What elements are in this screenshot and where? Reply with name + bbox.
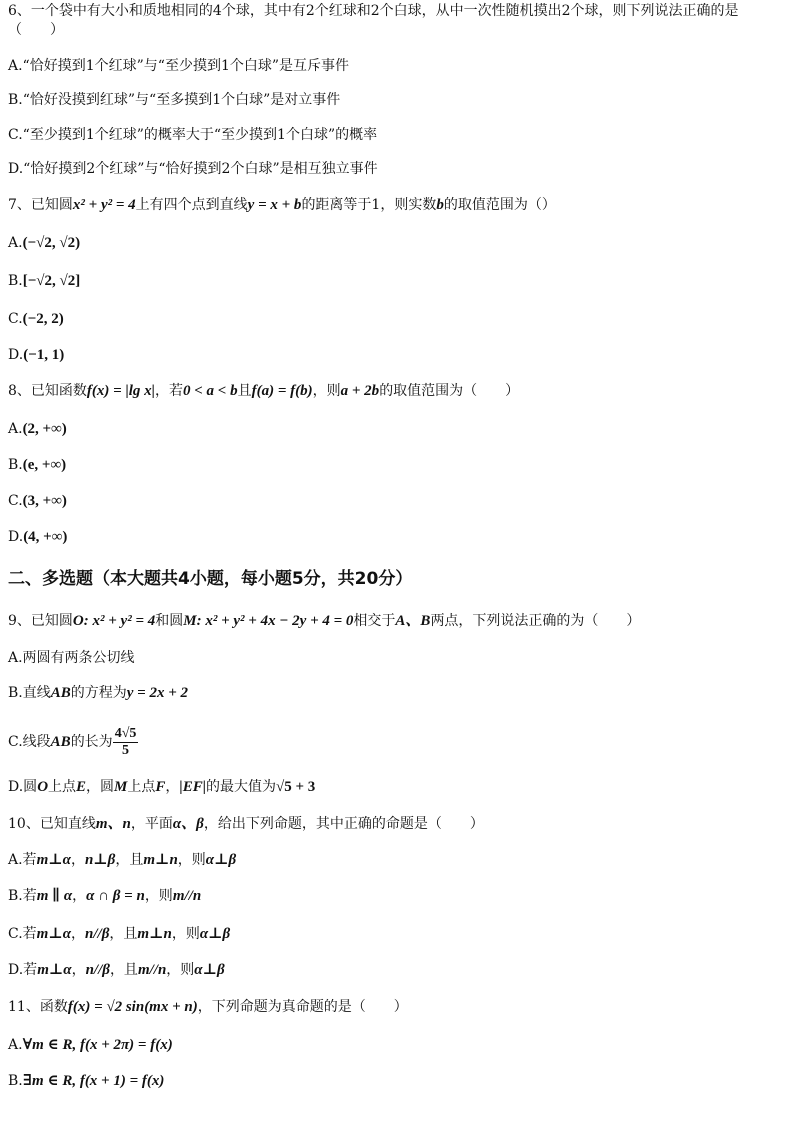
q11-text: ，下列命题为真命题的是（ ） [197, 999, 408, 1015]
option-math: (−1, 1) [23, 347, 65, 363]
option-text: C.若 [8, 926, 37, 942]
q10-lines: m、n [95, 816, 131, 832]
option-math: m//n [172, 888, 202, 904]
q8-text: ，则 [312, 383, 341, 399]
option-math: (−2, 2) [22, 311, 64, 327]
option-math: n⊥β [84, 852, 116, 868]
option-math: (e, +∞) [22, 457, 67, 473]
q7-variable: b [436, 197, 444, 213]
q6-option-d: D.“恰好摸到2个红球”与“恰好摸到2个白球”是相互独立事件 [8, 161, 378, 177]
q9-stem [8, 612, 780, 630]
option-text: ，圆 [86, 779, 115, 795]
option-text: ，且 [109, 962, 138, 978]
q8-text: 且 [237, 383, 252, 399]
q8-text: ，若 [154, 383, 183, 399]
option-math: m⊥α [37, 962, 72, 978]
option-math: n//β [85, 962, 110, 978]
q10-text: ，平面 [130, 816, 173, 832]
q7-option-d [8, 346, 780, 364]
option-math: √5 + 3 [276, 779, 316, 795]
q7-line-equation: y = x + b [247, 197, 302, 213]
option-label: D. [8, 347, 24, 363]
option-text: C.线段 [8, 734, 51, 750]
q9-text: 9、已知圆 [8, 613, 73, 629]
option-math: m⊥α [36, 852, 71, 868]
q11-stem [8, 998, 780, 1016]
option-label: A. [8, 1037, 23, 1053]
option-label: B. [8, 1073, 23, 1089]
q9-text: 相交于 [353, 613, 396, 629]
option-math: (4, +∞) [23, 529, 68, 545]
option-label: D. [8, 529, 24, 545]
q10-text: ，给出下列命题，其中正确的命题是（ ） [203, 816, 484, 832]
q9-option-c [8, 722, 780, 762]
option-math: ∀m ∈ R, f(x + 2π) = f(x) [22, 1037, 173, 1053]
q10-option-d [8, 961, 780, 979]
option-math: M [114, 779, 128, 795]
option-text: 的最大值为 [206, 779, 277, 795]
q8-condition: 0 < a < b [182, 383, 238, 399]
q11-text: 11、函数 [8, 999, 68, 1015]
q11-option-b [8, 1072, 780, 1090]
q11-option-a [8, 1036, 780, 1054]
q11-function: f(x) = √2 sin(mx + n) [67, 999, 198, 1015]
q10-text: 10、已知直线 [8, 816, 96, 832]
q7-text: 7、已知圆 [8, 197, 73, 213]
fraction-denominator: 5 [122, 742, 130, 758]
option-math: y = 2x + 2 [126, 685, 189, 701]
q6-stem: 6、一个袋中有大小和质地相同的4个球，其中有2个红球和2个白球，从中一次性随机摸出2个球，则下列说法正确的是（ ） [8, 3, 739, 38]
q8-function: f(x) = |lg x| [86, 383, 155, 399]
q7-stem [8, 196, 780, 214]
option-text: ， [72, 888, 87, 904]
option-math: O [37, 779, 49, 795]
option-math: α ∩ β = n [86, 888, 145, 904]
q8-option-c [8, 492, 780, 510]
option-label: B. [8, 273, 23, 289]
option-math: α⊥β [194, 962, 225, 978]
option-math: m⊥α [36, 926, 72, 942]
option-label: C. [8, 493, 23, 509]
q9-option-b [8, 684, 780, 702]
q9-option-d [8, 778, 780, 796]
option-text: B.若 [8, 888, 37, 904]
option-text: 上点 [127, 779, 156, 795]
option-text: ， [71, 962, 86, 978]
q7-text: 上有四个点到直线 [135, 197, 248, 213]
q9-circle-m: M: x² + y² + 4x − 2y + 4 = 0 [183, 613, 354, 629]
q8-option-b [8, 456, 780, 474]
option-text: ，且 [109, 926, 138, 942]
q7-text: 的距离等于1，则实数 [301, 197, 437, 213]
q9-circle-o: O: x² + y² = 4 [72, 613, 156, 629]
q8-stem [8, 382, 780, 400]
q8-text: 8、已知函数 [8, 383, 87, 399]
option-text: B.直线 [8, 685, 51, 701]
q9-text: 两点，下列说法正确的为（ ） [430, 613, 641, 629]
option-math: |EF| [179, 779, 207, 795]
option-math: F [155, 779, 166, 795]
option-label: A. [8, 235, 23, 251]
option-math: m⊥n [137, 926, 172, 942]
option-math: m//n [137, 962, 167, 978]
q10-stem [8, 815, 780, 833]
option-text: 的长为 [70, 734, 113, 750]
option-text: D.圆 [8, 779, 38, 795]
option-math: α⊥β [205, 852, 237, 868]
option-math: (−√2, √2) [22, 235, 81, 251]
q9-text: 和圆 [155, 613, 184, 629]
q8-expression: a + 2b [340, 383, 380, 399]
option-math: m⊥n [143, 852, 178, 868]
q6-option-b: B.“恰好没摸到红球”与“至多摸到1个白球”是对立事件 [8, 92, 341, 108]
q7-option-a [8, 234, 780, 252]
option-label: A. [8, 421, 23, 437]
option-text: ， [71, 926, 86, 942]
option-text: ，且 [115, 852, 144, 868]
option-text: ， [70, 852, 85, 868]
option-label: B. [8, 457, 23, 473]
fraction-numerator: 4√5 [114, 725, 137, 741]
option-text: ，则 [171, 926, 200, 942]
q10-option-c [8, 925, 780, 943]
option-math: (3, +∞) [22, 493, 67, 509]
q10-option-b [8, 887, 780, 905]
option-math: (2, +∞) [22, 421, 67, 437]
option-math: AB [50, 734, 71, 750]
option-math: m ∥ α [36, 888, 73, 904]
q8-text: 的取值范围为（ ） [379, 383, 520, 399]
option-text: ，则 [144, 888, 173, 904]
option-text: 上点 [48, 779, 77, 795]
fraction [113, 726, 139, 759]
option-math: [−√2, √2] [22, 273, 81, 289]
q7-text: 的取值范围为（） [443, 197, 556, 213]
q9-points: A、B [395, 613, 431, 629]
option-label: C. [8, 311, 23, 327]
q7-circle-equation: x² + y² = 4 [72, 197, 136, 213]
option-math: AB [50, 685, 71, 701]
q10-planes: α、β [172, 816, 204, 832]
q6-option-c: C.“至少摸到1个红球”的概率大于“至少摸到1个白球”的概率 [8, 127, 378, 143]
option-math: α⊥β [199, 926, 231, 942]
q8-equation: f(a) = f(b) [251, 383, 313, 399]
q9-option-a: A.两圆有两条公切线 [8, 650, 135, 666]
option-text: 的方程为 [70, 685, 127, 701]
option-text: D.若 [8, 962, 38, 978]
q8-option-a [8, 420, 780, 438]
option-math: n//β [85, 926, 110, 942]
q7-option-b [8, 272, 780, 290]
q7-option-c [8, 310, 780, 328]
option-math: ∃m ∈ R, f(x + 1) = f(x) [22, 1073, 165, 1089]
section-heading-multiple-choice: 二、多选题（本大题共4小题，每小题5分，共20分） [8, 569, 413, 589]
option-text: ，则 [177, 852, 206, 868]
option-text: ，则 [166, 962, 195, 978]
option-math: E [76, 779, 87, 795]
q6-option-a: A.“恰好摸到1个红球”与“至少摸到1个白球”是互斥事件 [8, 58, 350, 74]
option-text: A.若 [8, 852, 37, 868]
q10-option-a [8, 851, 780, 869]
option-text: ， [165, 779, 180, 795]
q8-option-d [8, 528, 780, 546]
